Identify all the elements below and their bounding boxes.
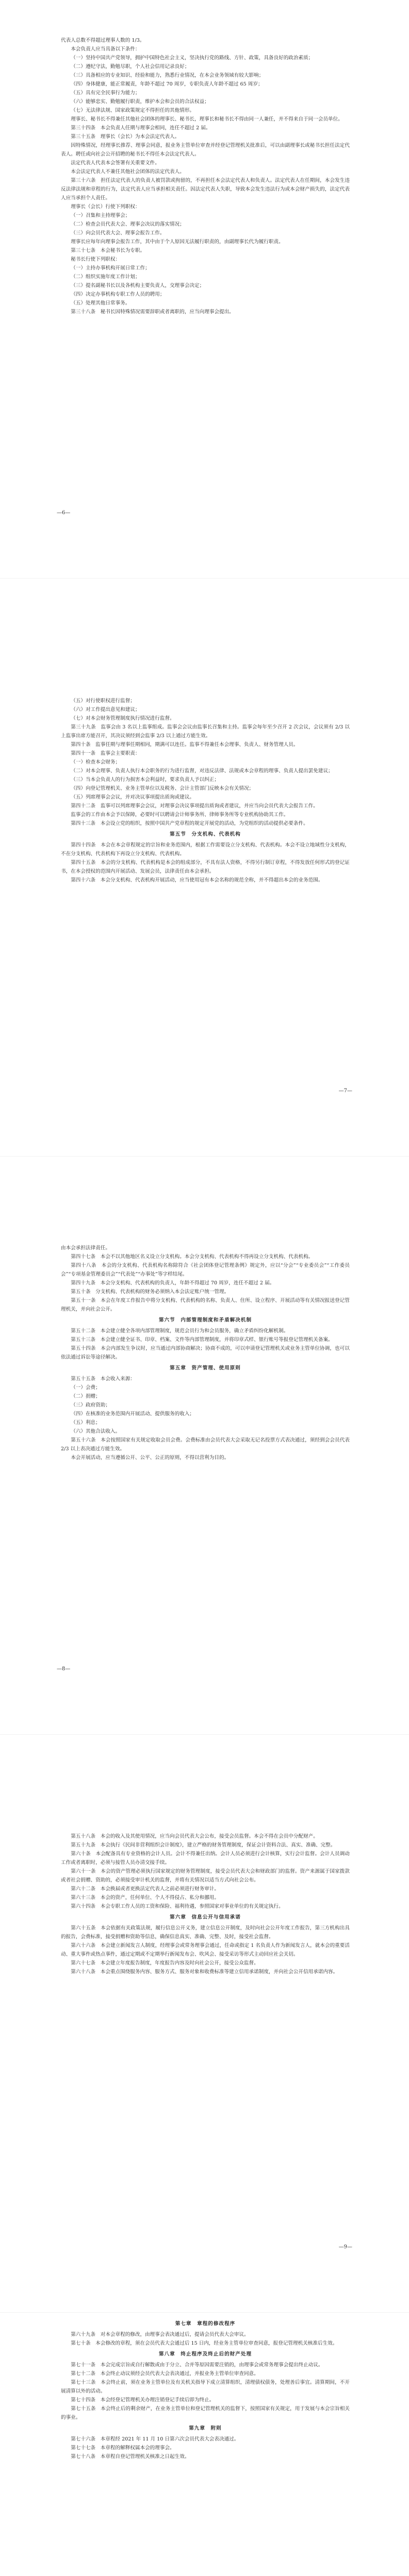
chapter-heading: 第八章 终止程序及终止后的财产处理: [158, 2351, 252, 2357]
paragraph: （四）决定办事机构专职工作人员的聘用；: [71, 292, 165, 297]
paragraph: 第五十四条 本会内部发生争议时，应当通过内部协商解决；协商不成的，可以申请登记管理机关或业务主管单位协调，也可以依法通过诉讼等途径解决。: [61, 1346, 350, 1360]
paragraph: （一）坚持中国共产党领导，拥护中国特色社会主义，坚决执行党的路线、方针、政策，具备良好的政治素质；: [71, 55, 314, 61]
paragraph: 第四十三条 本会设立党的组织，按照中国共产党章程的规定开展党的活动，为党组织的活动提供必要条件。: [71, 821, 308, 826]
page-6-body: [61, 36, 350, 316]
paragraph: 第七十七条 本章程的解释权属本会的理事会。: [71, 2445, 175, 2451]
paragraph: （六）对工作提出意见和建议；: [71, 707, 140, 713]
paragraph: （二）对本会理事、负责人执行本会职务的行为进行监督，对违反法律、法规或本会章程的理事、负责人提出罢免建议；: [71, 768, 333, 774]
paragraph: （五）利息；: [71, 1420, 101, 1426]
paragraph: 第七十条 本会修改的章程，须在会员代表大会通过后 15 日内，经业务主管单位审查同意，报登记管理机关核准后生效。: [71, 2341, 338, 2346]
paragraph: （三）当本会负责人的行为损害本会利益时，要求负责人予以纠正；: [71, 777, 219, 783]
paragraph: 第四十六条 本会分支机构、代表机构开展活动，应当使用冠有本会名称的规范全称，并不得超出本会的业务范围。: [71, 877, 323, 883]
paragraph: 第七十三条 本会终止前，须在业务主管单位及有关机关指导下成立清算组织，清理债权债务，处理善后事宜。清算期间，不开展清算以外的活动。: [61, 2380, 350, 2394]
paragraph: 由本会承担法律责任。: [61, 1245, 110, 1251]
paragraph: 第三十七条 本会秘书长为专职。: [71, 248, 145, 253]
paragraph: 第四十五条 本会的分支机构、代表机构是本会的组成部分，不具有法人资格，不得另行制订章程，不得发放任何形式的登记证书，在本会授权的范围内开展活动、发展会员，法律责任由本会承担。: [61, 860, 350, 874]
paragraph: 第四十四条 本会在本会章程规定的宗旨和业务范围内，根据工作需要设立分支机构、代表机构。本会不设立地域性分支机构，不在分支机构、代表机构下再设立分支机构、代表机构。: [61, 842, 350, 857]
paragraph: 第七十四条 本会经登记管理机关办理注销登记手续后即为终止。: [71, 2397, 215, 2403]
paragraph: （四）向登记管理机关、业务主管单位以及税务、会计主管部门反映本会有关情况；: [71, 786, 254, 791]
paragraph: 第四十九条 本会分支机构、代表机构的负责人，年龄不得超过 70 周岁，连任不超过 2 届。: [71, 1280, 275, 1286]
paragraph: 第六十五条 本会依据有关政策法规，履行信息公开义务，建立信息公开制度，及时向社会公开年度工作报告，第三方机构出具的报告，会费标准，接受捐赠和资助等信息，确保信息真实、准确、完整、及时，接受社会监督。: [61, 1925, 350, 1940]
paragraph: 第六十三条 本会的资产，任何单位、个人不得侵占、私分和挪用。: [71, 1895, 219, 1901]
paragraph: 第五十三条 本会建立健全证书、印章、档案、文件等内部管理制度，并将印章式样、银行账号等报登记管理机关备案。: [71, 1337, 333, 1343]
paragraph: 第五十六条 本会按照国家有关规定收取会员会费。会费标准由会员代表大会采取无记名投票方式表决通过，须经到会会员代表 2/3 以上表决通过方能生效。: [61, 1437, 350, 1452]
paragraph: 本会负责人应当具备以下条件：: [71, 46, 140, 52]
paragraph: 第七十二条 本会终止动议须经会员代表大会表决通过，并报业务主管单位审查同意。: [71, 2371, 259, 2377]
paragraph: （三）具备相应的专业知识、经验和能力，熟悉行业情况，在本会业务领域有较大影响；: [71, 73, 264, 78]
paragraph: （三）政府资助；: [71, 1402, 110, 1408]
paragraph: 第六十九条 对本会章程的修改，由理事会表决通过后，提请会员代表大会审议。: [71, 2332, 249, 2337]
document-page-7: [0, 578, 409, 1156]
paragraph: 第六十一条 本会的资产管理必须执行国家规定的财务管理制度，接受会员代表大会和财政部门的监督。资产来源属于国家拨款或者社会捐赠、资助的，必须接受审计机关的监督，并将有关情况以适当方式向社会公布。: [61, 1869, 350, 1883]
chapter-heading: 第六章 信息公开与信用承诺: [170, 1914, 241, 1920]
paragraph: （五）处理其他日常事务。: [71, 300, 130, 306]
paragraph: 第三十九条 监事会由 3 名以上监事组成。监事会会议由监事长召集和主持。监事会每年至少召开 2 次会议，会议须有 2/3 以上监事出席方能召开，其决议须经到会监事 2/3 以上通过方能生效。: [61, 724, 350, 739]
paragraph: （五）列席理事会会议，并对决议事项提出质询或建议。: [71, 794, 195, 800]
paragraph: 监事会的工作由本会予以保障，必要时可以聘请会计师事务所、律师事务所等专业机构协助其工作。: [71, 812, 289, 818]
page-9-body: [61, 1832, 350, 1976]
paragraph: 本会开展活动，应当遵循公开、公平、公正的原则，不得以营利为目的。: [71, 1455, 230, 1461]
paragraph: 第六十七条 本会建立年度报告制度，年度报告内容及时向社会公开，接受公众监督。: [71, 1960, 259, 1966]
page-number: —7—: [338, 1088, 352, 1094]
paragraph: 第六十条 本会配备具有专业资格的会计人员。会计不得兼任出纳。会计人员必须进行会计核算，实行会计监督。会计人员调动工作或者离职时，必须与接管人员办清交接手续。: [61, 1851, 350, 1866]
paragraph: （二）遵纪守法，勤勉尽职，个人社会信用记录良好；: [71, 64, 190, 70]
paragraph: 第五十一条 本会在年度工作报告中将分支机构、代表机构的名称、负责人、住所、设立程序、开展活动等有关情况报送登记管理机关，并向社会公开。: [61, 1298, 350, 1312]
paragraph: 法定代表人代表本会签署有关重要文件。: [71, 160, 160, 166]
paragraph: 第四十七条 本会不以其他地区名义设立分支机构。本会分支机构、代表机构不得再设立分支机构、代表机构。: [71, 1254, 314, 1260]
page-number: —6—: [57, 510, 71, 516]
paragraph: （三）向会员代表大会、理事会报告工作。: [71, 230, 165, 236]
page-8-body: [61, 1244, 350, 1462]
paragraph: 理事长、秘书长不得兼任其他社会团体的理事长、秘书长，理事长和秘书长不得由同一人兼任，并不得来自于同一会员单位。: [71, 116, 343, 122]
paragraph: 第五十五条 本会收入来源：: [71, 1376, 135, 1382]
paragraph: 第五十条 分支机构、代表机构的财务必须纳入本会法定账户统一管理。: [71, 1289, 230, 1295]
paragraph: 第五十九条 本会执行《民间非营利组织会计制度》，建立严格的财务管理制度，保证会计资料合法、真实、准确、完整。: [71, 1842, 336, 1848]
paragraph: （一）检查本会财务；: [71, 759, 121, 765]
paragraph: （二）捐赠；: [71, 1394, 101, 1399]
paragraph: 本会法定代表人不兼任其他社会团体的法定代表人。: [71, 169, 185, 175]
paragraph: （三）提名副秘书长以及各机构主要负责人，交理事会决定；: [71, 283, 205, 289]
paragraph: 理事长（会长）行使下列职权：: [71, 204, 140, 210]
paragraph: （六）其他合法收入。: [71, 1429, 121, 1434]
chapter-heading: 第七章 章程的修改程序: [175, 2321, 236, 2327]
paragraph: （二）检查会员代表大会、理事会决议的落实情况；: [71, 222, 185, 227]
paragraph: 第三十六条 担任法定代表人的负责人被罚款或拘留的，不再担任本会法定代表人和负责人。法定代表人在任期间，本会发生违反法律法规和章程的行为，法定代表人应当承担相关责任。因法定代表人失职，导致本会发生违法行为或本会财产损失的，法定代表人应当承担个人责任。: [61, 178, 350, 201]
chapter-heading: 第五章 资产管理、使用原则: [170, 1365, 241, 1371]
document-page-6: [0, 0, 409, 578]
paragraph: 第四十条 监事任期与理事任期相同，期满可以连任。监事不得兼任本会理事、负责人、财务管理人员。: [71, 742, 299, 748]
page-number: —8—: [57, 1666, 71, 1672]
paragraph: 第三十四条 本会负责人任期与理事会相同，连任不超过 2 届。: [71, 125, 211, 131]
paragraph: 第四十一条 监事会主要职责：: [71, 751, 140, 756]
document-page-8: [0, 1156, 409, 1734]
paragraph: （七）无法律法规、国家政策规定不得担任的其他情形。: [71, 108, 195, 113]
chapter-heading: 第九章 附则: [189, 2426, 222, 2431]
paragraph: 第四十二条 监事可以列席理事会会议，对理事会决议事项提出质询或者建议，并应当向会员代表大会报告工作。: [71, 803, 318, 809]
paragraph: （四）在核准的业务范围内开展活动、提供服务的收入；: [71, 1411, 195, 1417]
section-heading: 第六节 内部管理制度和矛盾解决机制: [158, 1317, 252, 1323]
paragraph: 代表人总数不得超过理事人数的 1/3。: [61, 38, 145, 43]
page-10-body: [61, 2317, 350, 2461]
paragraph: 第六十六条 本会建立新闻发言人制度，经理事会或常务理事会通过，任命或指定 1 名负责人作为新闻发言人，就本会的重要活动、重大事件或热点事件，通过定期或不定期举行新闻发布会、吹风会、接受采访等形式主动回应社会关切。: [61, 1943, 350, 1957]
page-7-body: [61, 697, 350, 885]
paragraph: （六）能够忠实、勤勉履行职责，维护本会和会员的合法权益；: [71, 99, 209, 105]
paragraph: （五）具有完全民事行为能力；: [71, 90, 140, 96]
paragraph: 第七十一条 本会完成宗旨或自行解散或由于分立、合并等原因需要注销的，由理事会或常务理事会提出终止动议。: [71, 2362, 323, 2368]
document-page-9: [0, 1734, 409, 2312]
paragraph: 秘书长行使下列职权：: [71, 257, 121, 262]
document-page-10: [0, 2312, 409, 2576]
paragraph: 第六十二条 本会换届或者更换法定代表人之前必须进行财务审计。: [71, 1886, 219, 1892]
paragraph: （五）对行使职权进行监督；: [71, 698, 135, 704]
paragraph: （七）对本会财务管理制度执行情况进行监督。: [71, 716, 175, 721]
paragraph: 理事长应每年向理事会报告工作，其中由于个人原因无法履行职责的，由副理事长代为履行职责。: [71, 239, 284, 245]
paragraph: 第三十八条 秘书长因特殊情况需要辞职或者离职的，应当向理事会提出。: [71, 309, 234, 315]
paragraph: 第七十五条 本会终止后的剩余财产，在业务主管单位和登记管理机关的监督下，按照国家有关规定，用于发展与本会宗旨相关的事业。: [61, 2406, 350, 2420]
paragraph: 第四十八条 本会的分支机构、代表机构名称除符合《社会团体登记管理条例》规定外，应以“分会”“专业委员会”“工作委员会”“专项基金管理委员会”“代表处”“办事处”等字样结尾。: [61, 1263, 350, 1277]
paragraph: （一）召集和主持理事会；: [71, 213, 130, 218]
paragraph: 因特殊情况，经理事长推荐、理事会同意，报业务主管单位审查并经登记管理机关批准后，可以由副理事长或秘书长担任法定代表人。聘任或向社会公开招聘的秘书长不得任本会法定代表人。: [61, 143, 350, 157]
page-number: —9—: [338, 2244, 352, 2250]
paragraph: （四）身体健康，能正常履责，年龄不超过 70 周岁，专职负责人年龄不超过 65 周岁；: [71, 81, 263, 87]
paragraph: 第七十六条 本章程经 2021 年 11 月 10 日第六次会员代表大会表决通过。: [71, 2436, 239, 2442]
paragraph: 第六十八条 本会重点围绕服务内容、服务方式、服务对象和收费标准等建立信用承诺制度，并向社会公开信用承诺内容。: [71, 1969, 338, 1975]
paragraph: 第三十五条 理事长（会长）为本会法定代表人。: [71, 134, 180, 140]
paragraph: （一）会费；: [71, 1385, 101, 1391]
paragraph: 第六十四条 本会专职工作人员的工资和保险、福利待遇，参照国家对事业单位的有关规定执行。: [71, 1904, 284, 1909]
paragraph: 第七十八条 本章程自登记管理机关核准之日起生效。: [71, 2454, 190, 2460]
paragraph: 第五十八条 本会的收入及其使用情况，应当向会员代表大会公布，接受会员监督。本会不得在会员中分配财产。: [71, 1834, 318, 1839]
paragraph: 第五十二条 本会建立健全各项内部管理制度，规范会员行为和会员服务，确立矛盾纠纷化解机制。: [71, 1328, 289, 1334]
paragraph: （二）组织实施年度工作计划；: [71, 274, 140, 280]
paragraph: （一）主持办事机构开展日常工作；: [71, 265, 150, 271]
section-heading: 第五节 分支机构、代表机构: [170, 832, 241, 837]
